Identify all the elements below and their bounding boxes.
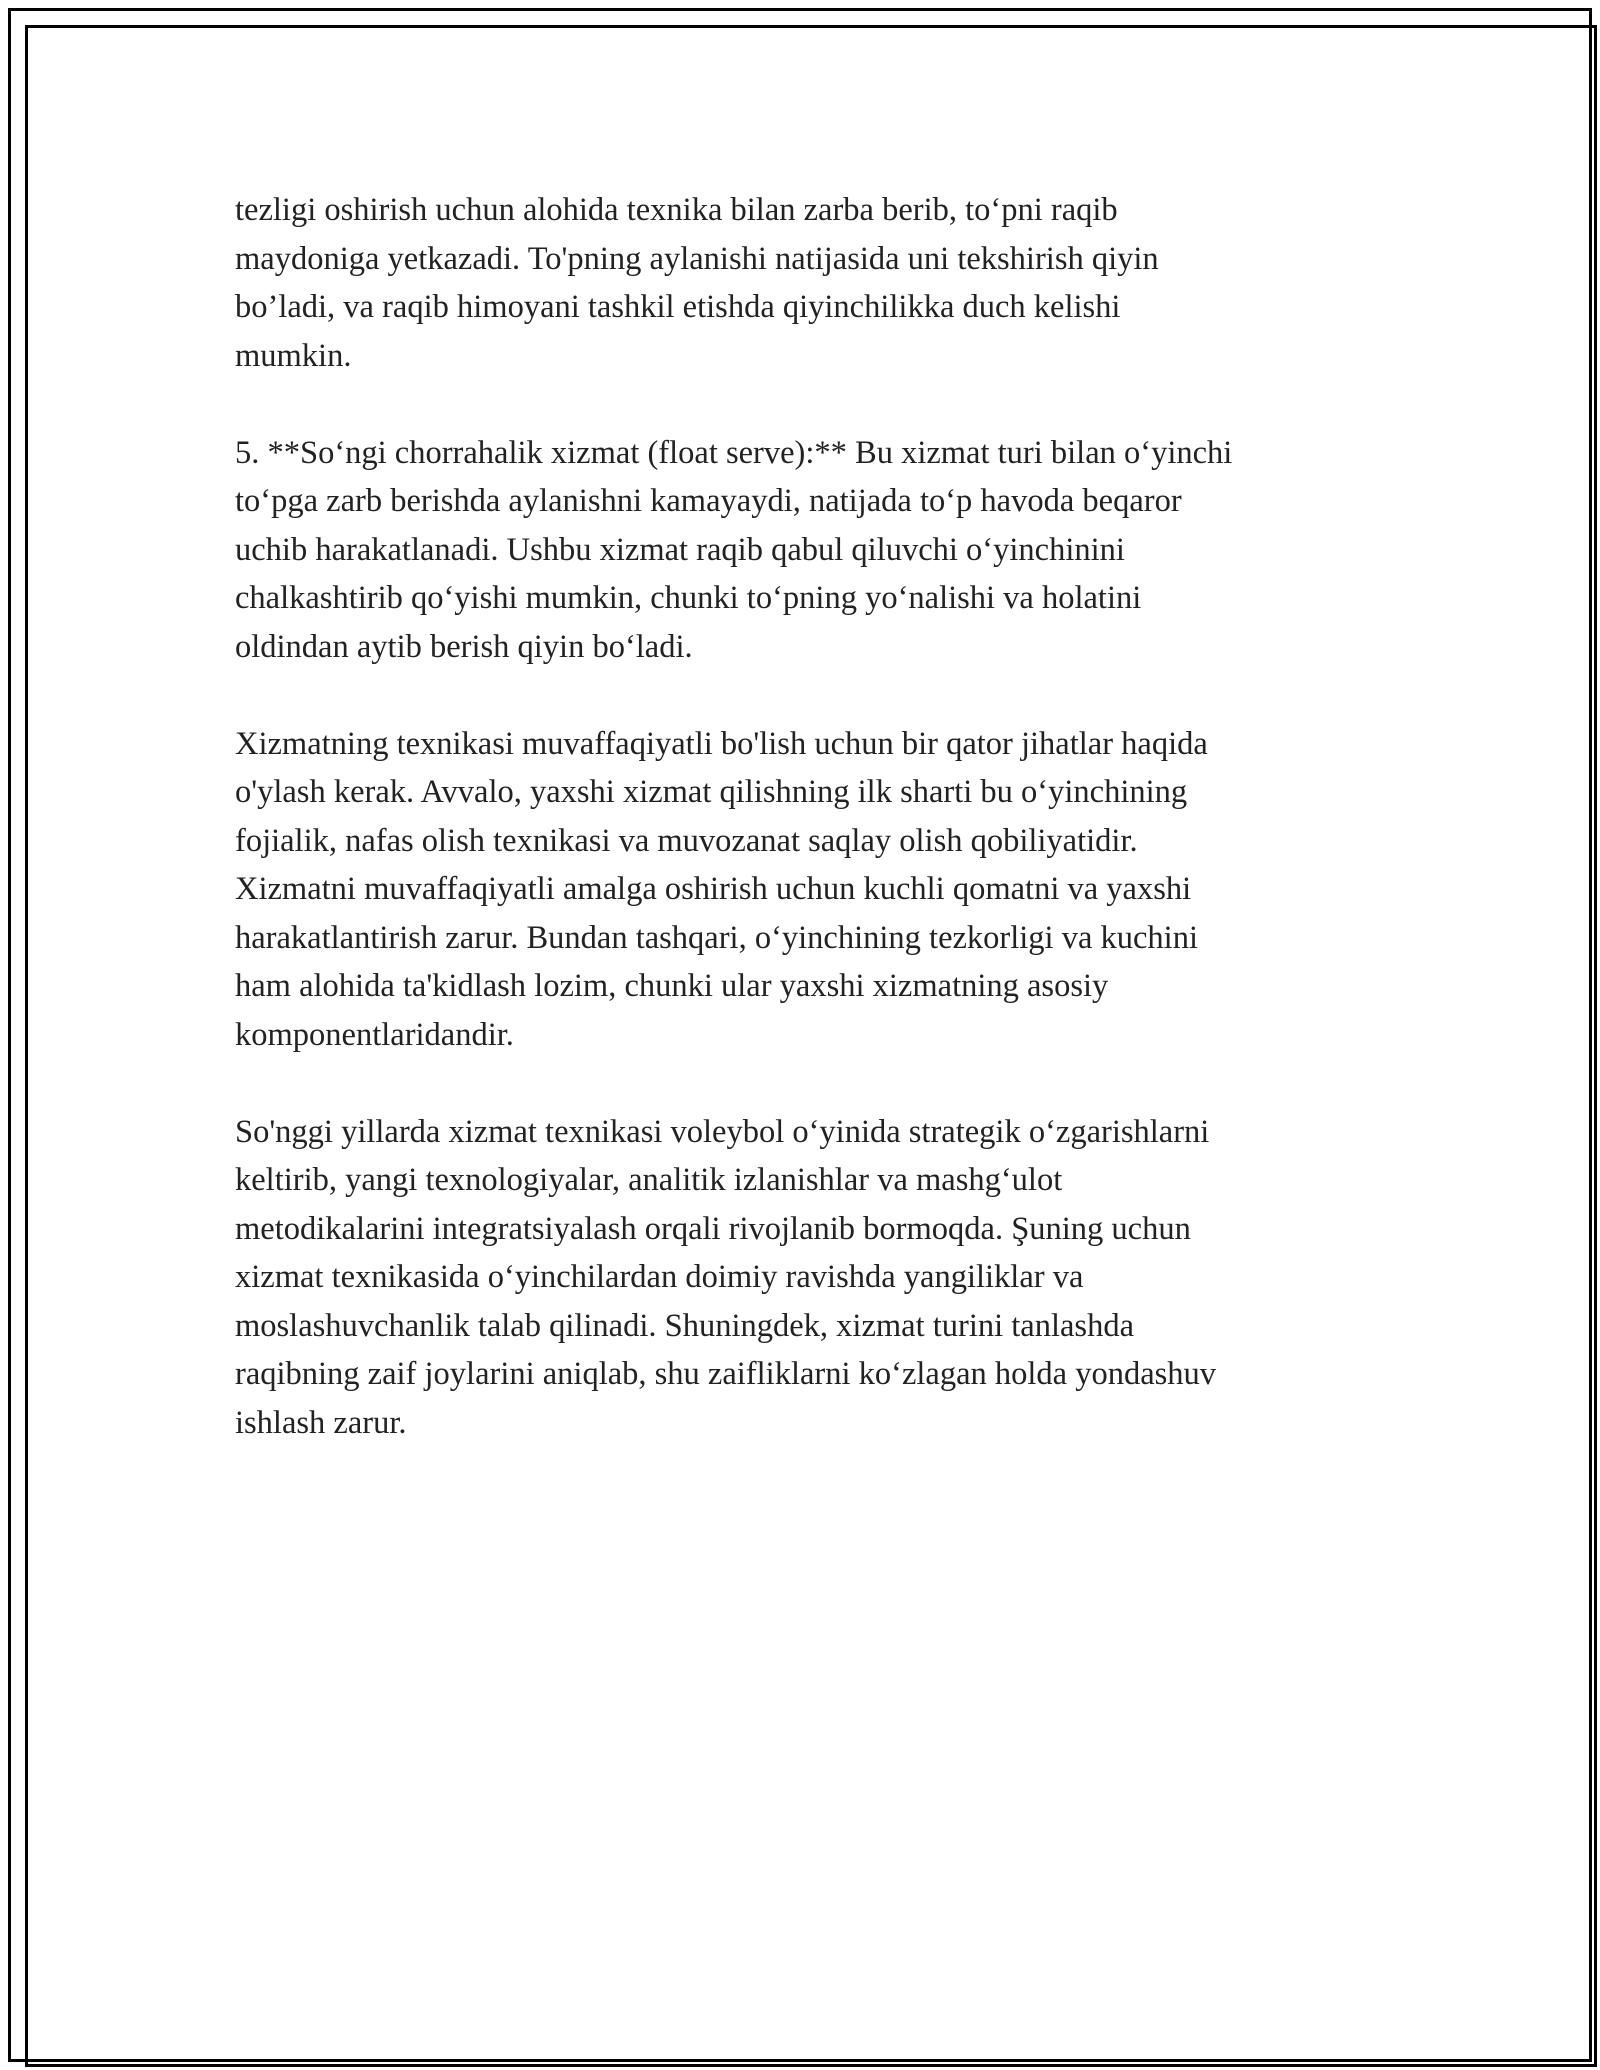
- paragraph-serve-technique-aspects: Xizmatning texnikasi muvaffaqiyatli bo'lish uchun bir qator jihatlar haqida o'ylash kerak. Avvalo, yaxshi xizmat qilishning ilk sharti bu o‘yinchining fojialik, nafas olish texnikasi va muvozanat saqlay olish qobiliyatidir. Xizmatni muvaffaqiyatli amalga oshirish uchun kuchli qomatni va yaxshi harakatlantirish zarur. Bundan tashqari, o‘yinchining tezkorligi va kuchini ham alohida ta'kidlash lozim, chunki ular yaxshi xizmatning asosiy komponentlaridandir.: [235, 725, 1208, 1053]
- paragraph-recent-developments: So'nggi yillarda xizmat texnikasi voleybol o‘yinida strategik o‘zgarishlarni keltirib, yangi texnologiyalar, analitik izlanishlar va mashg‘ulot metodikalarini integratsiyalash orqali rivojlanib bormoqda. Şuning uchun xizmat texnikasida o‘yinchilardan doimiy ravishda yangiliklar va moslashuvchanlik talab qilinadi. Shuningdek, xizmat turini tanlashda raqibning zaif joylarini aniqlab, shu zaifliklarni ko‘zlagan holda yondashuv ishlash zarur.: [235, 1113, 1217, 1441]
- document-body: [235, 186, 1375, 1496]
- paragraph-float-serve: 5. **So‘ngi chorrahalik xizmat (float serve):** Bu xizmat turi bilan o‘yinchi to‘pga zarb berishda aylanishni kamayaydi, natijada to‘p havoda beqaror uchib harakatlanadi. Ushbu xizmat raqib qabul qiluvchi o‘yinchinini chalkashtirib qo‘yishi mumkin, chunki to‘pning yo‘nalishi va holatini oldindan aytib berish qiyin bo‘ladi.: [235, 434, 1233, 665]
- paragraph-spin-serve-continuation: tezligi oshirish uchun alohida texnika bilan zarba berib, to‘pni raqib maydoniga yetkazadi. To'pning aylanishi natijasida uni tekshirish qiyin bo’ladi, va raqib himoyani tashkil etishda qiyinchilikka duch kelishi mumkin.: [235, 192, 1159, 374]
